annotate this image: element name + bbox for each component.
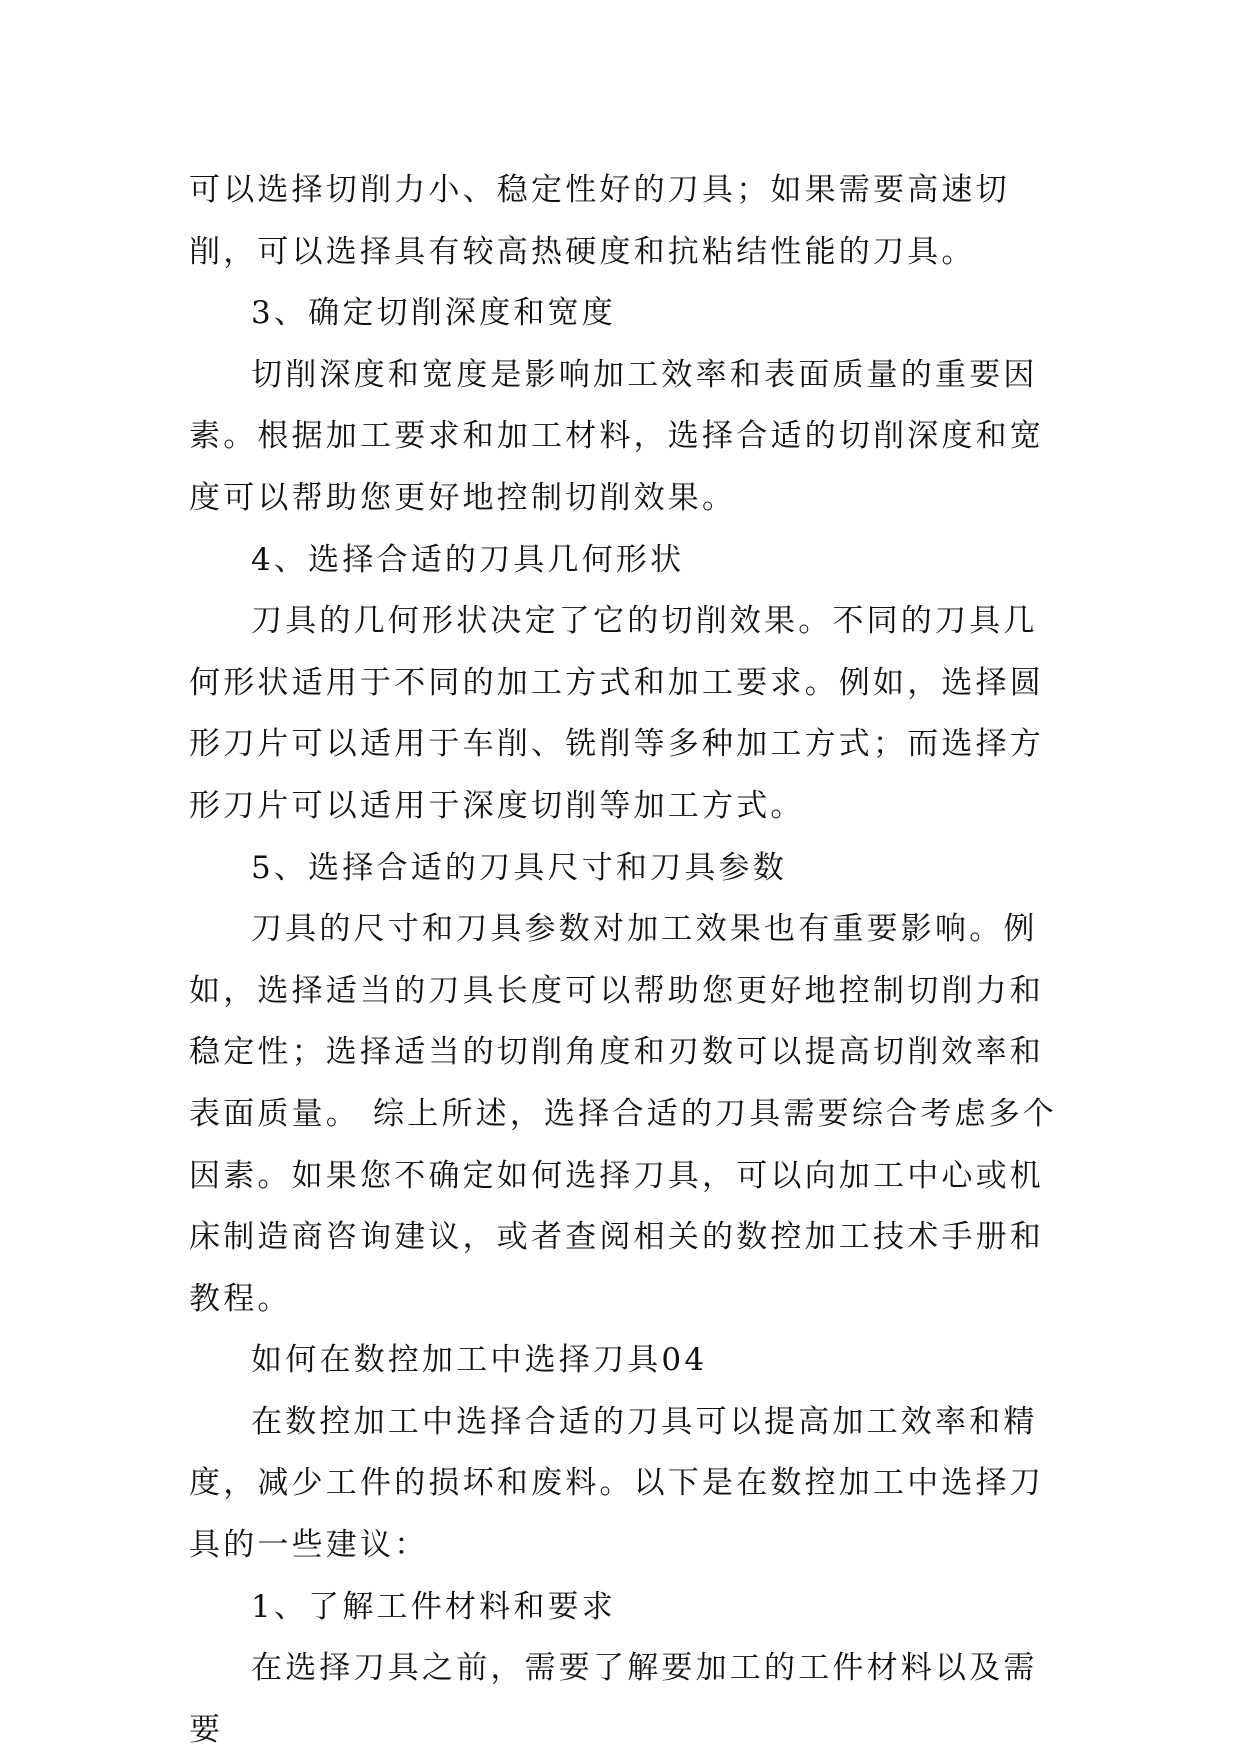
body-paragraph: 刀具的尺寸和刀具参数对加工效果也有重要影响。例如，选择适当的刀具长度可以帮助您更好地控制切削力和稳定性；选择适当的切削角度和刃数可以提高切削效率和表面质量。 综上所述，选择合适的刀具需要综合考虑多个因素。如果您不确定如何选择刀具，可以向加工中心或机床制造商咨询建议，或者查阅相关的数控加工技术手册和教程。 xyxy=(189,911,1058,1317)
body-paragraph: 切削深度和宽度是影响加工效率和表面质量的重要因素。根据加工要求和加工材料，选择合适的切削深度和宽度可以帮助您更好地控制切削效果。 xyxy=(189,356,1044,516)
document-body xyxy=(189,160,1061,1761)
body-paragraph: 在选择刀具之前，需要了解要加工的工件材料以及需要 xyxy=(189,1650,1038,1748)
section-heading: 4、选择合适的刀具几何形状 xyxy=(251,541,685,578)
section-heading: 3、确定切削深度和宽度 xyxy=(251,295,616,332)
body-paragraph: 可以选择切削力小、稳定性好的刀具；如果需要高速切削，可以选择具有较高热硬度和抗粘结性能的刀具。 xyxy=(189,172,1010,270)
body-paragraph: 在数控加工中选择合适的刀具可以提高加工效率和精度，减少工件的损坏和废料。以下是在数控加工中选择刀具的一些建议： xyxy=(189,1403,1044,1564)
section-heading: 1、了解工件材料和要求 xyxy=(251,1588,616,1625)
section-heading: 如何在数控加工中选择刀具04 xyxy=(251,1342,708,1379)
section-heading: 5、选择合适的刀具尺寸和刀具参数 xyxy=(251,849,787,886)
body-paragraph: 刀具的几何形状决定了它的切削效果。不同的刀具几何形状适用于不同的加工方式和加工要求。例如，选择圆形刀片可以适用于车削、铣削等多种加工方式；而选择方形刀片可以适用于深度切削等加工方式。 xyxy=(189,603,1044,824)
